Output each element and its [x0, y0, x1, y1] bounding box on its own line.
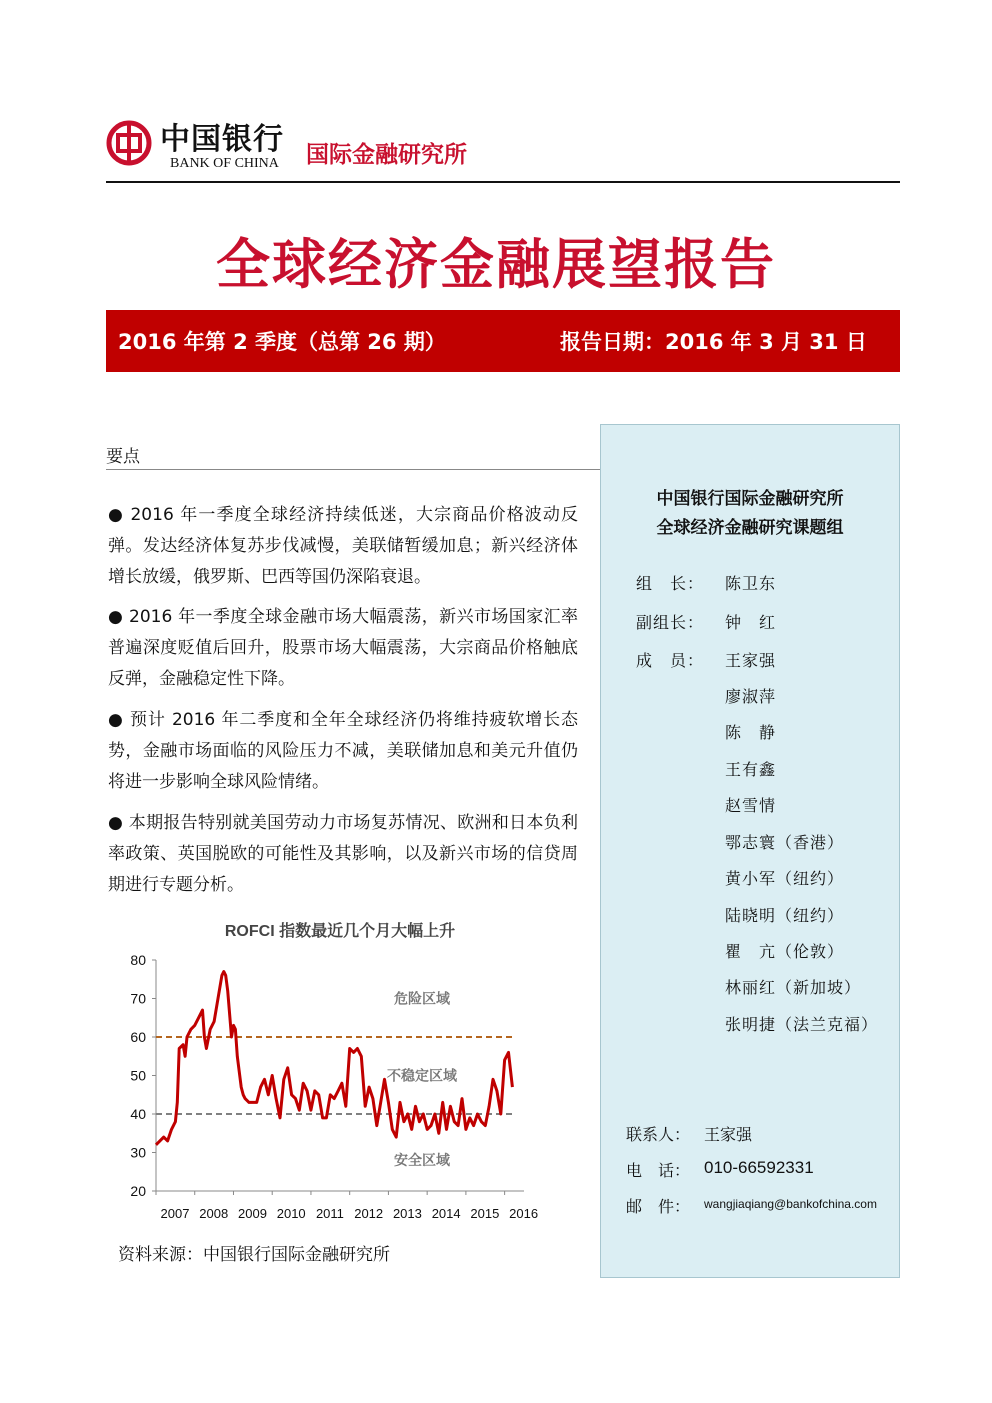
- zone-label: 危险区域: [394, 990, 450, 1007]
- key-point: ● 2016 年一季度全球金融市场大幅震荡，新兴市场国家汇率普遍深度贬值后回升，股票市场大幅震荡，大宗商品价格触底反弹，金融稳定性下降。: [108, 607, 578, 689]
- bank-name-chinese: 中国银行: [160, 122, 284, 157]
- team-title-line2: 全球经济金融研究课题组: [656, 518, 844, 538]
- y-tick-label: 30: [130, 1144, 146, 1161]
- report-title: 全球经济金融展望报告: [216, 233, 776, 296]
- member-name: 鄂志寰（香港）: [725, 833, 845, 852]
- x-tick-label: 2015: [470, 1206, 500, 1221]
- x-tick-label: 2007: [160, 1206, 190, 1221]
- members-label: 成 员：: [636, 651, 705, 670]
- deputy-name: 钟 红: [725, 613, 777, 632]
- bank-name-english: BANK OF CHINA: [170, 156, 279, 171]
- leader-label: 组 长：: [636, 574, 705, 593]
- contact-person: 王家强: [704, 1125, 753, 1144]
- member-name: 林丽红（新加坡）: [725, 978, 862, 997]
- x-tick-label: 2011: [315, 1206, 344, 1221]
- key-point: ● 预计 2016 年二季度和全年全球经济仍将维持疲软增长态势，金融市场面临的风险压力不减，美联储加息和美元升值仍将进一步影响全球风险情绪。: [108, 710, 578, 792]
- header-divider: [106, 181, 900, 183]
- member-name: 王有鑫: [725, 760, 777, 779]
- y-tick-label: 60: [130, 1029, 146, 1045]
- member-name: 张明捷（法兰克福）: [725, 1015, 879, 1034]
- contact-email-label: 邮 件：: [626, 1197, 691, 1216]
- contact-person-label: 联系人：: [626, 1125, 691, 1144]
- x-tick-label: 2008: [199, 1206, 229, 1221]
- contact-phone: 010-66592331: [704, 1158, 814, 1177]
- y-tick-label: 40: [130, 1106, 146, 1122]
- contact-phone-label: 电 话：: [626, 1161, 691, 1180]
- member-name: 陈 静: [725, 723, 777, 742]
- leader-name: 陈卫东: [725, 574, 777, 593]
- x-tick-label: 2010: [276, 1206, 306, 1221]
- x-tick-label: 2013: [392, 1206, 422, 1221]
- institute-name: 国际金融研究所: [306, 142, 467, 168]
- contact-email-link[interactable]: wangjiaqiang@bankofchina.com: [704, 1197, 877, 1211]
- member-name: 廖淑萍: [725, 687, 777, 706]
- team-title-line1: 中国银行国际金融研究所: [656, 489, 844, 509]
- y-tick-label: 80: [130, 952, 146, 968]
- member-name: 王家强: [725, 651, 777, 670]
- y-tick-label: 70: [130, 990, 146, 1007]
- bank-of-china-logo-icon: [106, 120, 152, 166]
- y-tick-label: 50: [130, 1067, 146, 1084]
- zone-label: 不稳定区域: [387, 1067, 457, 1084]
- rofci-line-chart: [104, 912, 544, 1232]
- member-name: 黄小军（纽约）: [725, 869, 845, 888]
- member-name: 赵雪情: [725, 796, 777, 815]
- report-date: 报告日期：2016 年 3 月 31 日: [560, 330, 867, 354]
- x-tick-label: 2014: [431, 1206, 461, 1221]
- x-tick-label: 2016: [509, 1206, 539, 1221]
- y-tick-label: 20: [130, 1183, 146, 1199]
- zone-label: 安全区域: [394, 1152, 450, 1169]
- section-divider: [106, 469, 600, 470]
- key-point: ● 2016 年一季度全球经济持续低迷，大宗商品价格波动反弹。发达经济体复苏步伐减慢，美联储暂缓加息；新兴经济体增长放缓，俄罗斯、巴西等国仍深陷衰退。: [108, 505, 578, 587]
- key-point: ● 本期报告特别就美国劳动力市场复苏情况、欧洲和日本负利率政策、英国脱欧的可能性及其影响，以及新兴市场的信贷周期进行专题分析。: [108, 813, 578, 895]
- member-name: 瞿 亢（伦敦）: [725, 942, 845, 961]
- issue-label: 2016 年第 2 季度（总第 26 期）: [118, 330, 446, 354]
- deputy-label: 副组长：: [636, 613, 705, 632]
- x-tick-label: 2009: [238, 1206, 267, 1221]
- source-note: 资料来源：中国银行国际金融研究所: [118, 1245, 390, 1265]
- chart-title: ROFCI 指数最近几个月大幅上升: [224, 923, 456, 940]
- series-line: [156, 972, 512, 1145]
- key-points-heading: 要点: [106, 447, 140, 467]
- member-name: 陆晓明（纽约）: [725, 906, 845, 925]
- x-tick-label: 2012: [354, 1206, 384, 1221]
